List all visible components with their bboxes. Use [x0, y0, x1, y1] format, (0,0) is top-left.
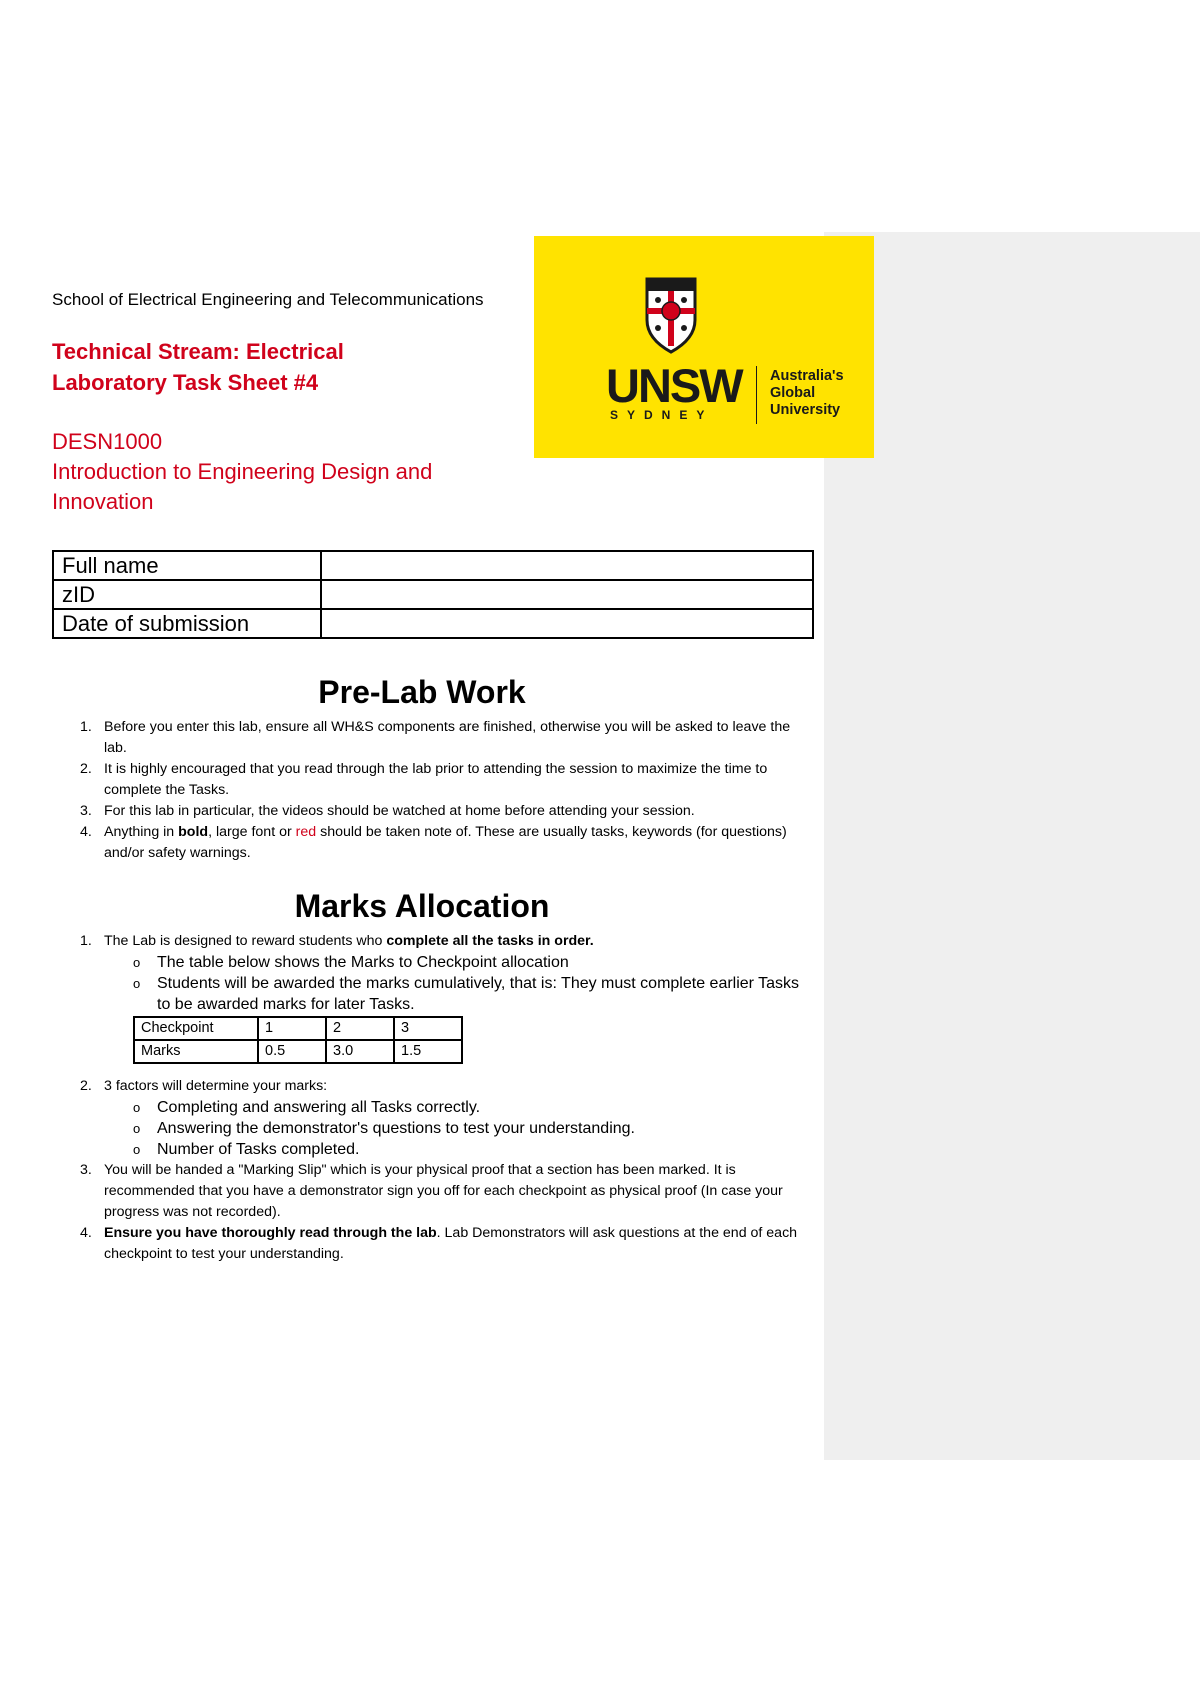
school-name: School of Electrical Engineering and Telecommunications — [52, 290, 484, 309]
red-keyword: red — [295, 824, 317, 840]
sub-item-text: Number of Tasks completed. — [157, 1141, 360, 1158]
course-code: DESN1000 — [52, 429, 163, 454]
title-line-2: Laboratory Task Sheet #4 — [52, 370, 319, 395]
course-name-line-1: Introduction to Engineering Design and — [52, 459, 433, 484]
sub-item-text: Completing and answering all Tasks correctly. — [157, 1099, 481, 1116]
bullet-icon: o — [133, 976, 141, 991]
sub-item-text: The table below shows the Marks to Checkpoint allocation — [157, 954, 569, 971]
list-item-text: It is highly encouraged that you read through the lab prior to attending the session to maximize the time to complete the Tasks. — [104, 761, 768, 798]
list-item-text: . Lab Demonstrators will ask questions at the end of each checkpoint to test your understanding. — [104, 1225, 798, 1262]
unsw-crest-icon — [644, 276, 698, 354]
list-item-text-part: , large font or — [208, 824, 296, 840]
list-item — [80, 1160, 800, 1223]
bullet-icon: o — [133, 1100, 141, 1115]
table-cell: Marks — [134, 1040, 258, 1063]
table-row — [134, 1040, 462, 1063]
full-name-field[interactable] — [321, 551, 813, 580]
table-cell: 1 — [258, 1017, 326, 1040]
sub-item-text: Students will be awarded the marks cumulatively, that is: They must complete earlier Tasks to be awarded marks for later Tasks. — [157, 975, 800, 1013]
table-cell: 3 — [394, 1017, 462, 1040]
table-cell: 0.5 — [258, 1040, 326, 1063]
list-item-text: For this lab in particular, the videos should be watched at home before attending your session. — [104, 803, 695, 819]
course-info — [52, 427, 432, 517]
list-item — [80, 1223, 800, 1265]
list-number: 3. — [80, 1162, 92, 1178]
prelab-heading: Pre-Lab Work — [318, 674, 526, 710]
list-item — [80, 931, 800, 952]
bullet-icon: o — [133, 1121, 141, 1136]
table-cell: 2 — [326, 1017, 394, 1040]
sub-item-text: Answering the demonstrator's questions to test your understanding. — [157, 1120, 635, 1137]
list-item-text-part: Anything in — [104, 824, 179, 840]
list-number: 1. — [80, 719, 92, 735]
bold-keyword: bold — [178, 824, 209, 840]
bullet-icon: o — [133, 955, 141, 970]
list-item — [80, 1076, 800, 1097]
zid-field[interactable] — [321, 580, 813, 609]
logo-tagline: Australia's Global University — [770, 368, 844, 418]
sub-list — [80, 1097, 800, 1160]
list-number: 4. — [80, 1225, 92, 1241]
bold-keyword: complete all the tasks in order. — [386, 933, 594, 949]
list-item-text-part: should be taken note of. These are usually tasks, keywords (for questions) and/or safety warnings. — [104, 824, 787, 861]
table-row — [53, 609, 813, 638]
table-cell: 1.5 — [394, 1040, 462, 1063]
list-number: 3. — [80, 803, 92, 819]
list-item — [80, 759, 800, 801]
title-line-1: Technical Stream: Electrical — [52, 339, 344, 364]
list-item — [80, 822, 800, 864]
logo-divider — [756, 366, 757, 424]
logo-city: SYDNEY — [610, 408, 714, 422]
marks-heading: Marks Allocation — [294, 888, 550, 924]
table-cell: 3.0 — [326, 1040, 394, 1063]
marks-table — [133, 1016, 463, 1064]
full-name-label: Full name — [53, 551, 321, 580]
list-number: 4. — [80, 824, 92, 840]
list-number: 2. — [80, 761, 92, 777]
logo-wordmark: UNSW — [606, 359, 742, 412]
sub-list-item — [80, 1139, 800, 1160]
submission-date-label: Date of submission — [53, 609, 321, 638]
bullet-icon: o — [133, 1142, 141, 1157]
zid-label: zID — [53, 580, 321, 609]
prelab-list — [80, 717, 800, 864]
table-row — [53, 551, 813, 580]
sub-list-item — [80, 1097, 800, 1118]
sub-list — [80, 952, 800, 1015]
sub-list-item — [80, 973, 800, 1015]
unsw-logo — [534, 236, 874, 458]
list-item-text: 3 factors will determine your marks: — [104, 1078, 328, 1094]
student-info-table — [52, 550, 814, 639]
table-row — [53, 580, 813, 609]
list-number: 1. — [80, 933, 92, 949]
document-title — [52, 336, 344, 398]
table-cell: Checkpoint — [134, 1017, 258, 1040]
list-item-text: You will be handed a "Marking Slip" which is your physical proof that a section has been marked. It is recommended that you have a demonstrator sign you off for each checkpoint as physical proof (In case your progress was not recorded). — [104, 1162, 783, 1220]
list-item-text: Before you enter this lab, ensure all WH&S components are finished, otherwise you will be asked to leave the lab. — [104, 719, 791, 756]
course-name-line-2: Innovation — [52, 489, 154, 514]
comment-margin-panel — [824, 232, 1200, 1460]
list-item-text: The Lab is designed to reward students who — [104, 933, 387, 949]
list-item — [80, 801, 800, 822]
list-number: 2. — [80, 1078, 92, 1094]
list-item — [80, 717, 800, 759]
bold-keyword: Ensure you have thoroughly read through the lab — [104, 1225, 437, 1241]
marks-list — [80, 931, 800, 1265]
table-row — [134, 1017, 462, 1040]
submission-date-field[interactable] — [321, 609, 813, 638]
sub-list-item — [80, 952, 800, 973]
sub-list-item — [80, 1118, 800, 1139]
